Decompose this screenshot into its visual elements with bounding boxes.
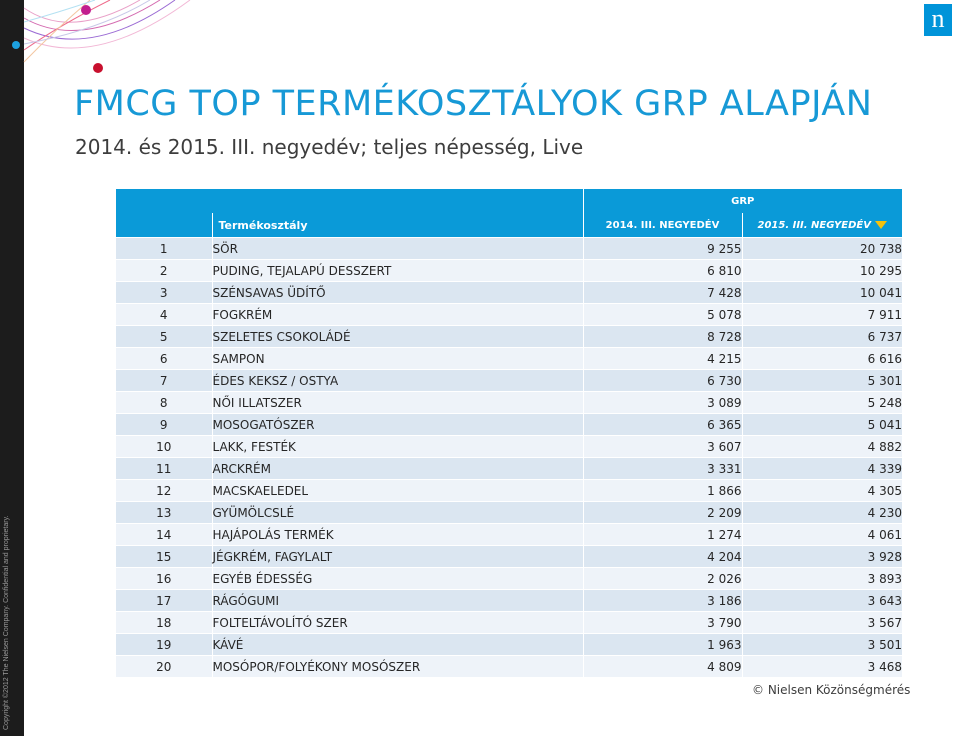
table-body (116, 238, 902, 678)
column-header-product-class[interactable]: Termékosztály (212, 213, 583, 238)
row-product-class: JÉGKRÉM, FAGYLALT (212, 546, 583, 568)
table-row (116, 590, 902, 612)
source-note: © Nielsen Közönségmérés (752, 683, 911, 697)
row-grp-2015: 5 248 (742, 392, 902, 414)
row-rank: 7 (116, 370, 212, 392)
row-grp-2014: 1 274 (583, 524, 742, 546)
column-header-2015-label: 2015. III. NEGYEDÉV (757, 219, 871, 231)
row-grp-2014: 6 730 (583, 370, 742, 392)
row-grp-2014: 3 186 (583, 590, 742, 612)
row-grp-2014: 3 607 (583, 436, 742, 458)
table-row (116, 524, 902, 546)
row-grp-2014: 4 215 (583, 348, 742, 370)
row-rank: 10 (116, 436, 212, 458)
row-grp-2014: 9 255 (583, 238, 742, 260)
row-rank: 20 (116, 656, 212, 678)
row-product-class: KÁVÉ (212, 634, 583, 656)
row-rank: 1 (116, 238, 212, 260)
row-product-class: MOSOGATÓSZER (212, 414, 583, 436)
row-grp-2015: 10 295 (742, 260, 902, 282)
table-row (116, 546, 902, 568)
row-grp-2015: 10 041 (742, 282, 902, 304)
row-rank: 5 (116, 326, 212, 348)
table-row (116, 568, 902, 590)
row-grp-2015: 3 643 (742, 590, 902, 612)
row-product-class: FOGKRÉM (212, 304, 583, 326)
row-rank: 3 (116, 282, 212, 304)
row-grp-2015: 6 616 (742, 348, 902, 370)
copyright-note: Copyright ©2012 The Nielsen Company. Confidential and proprietary. (3, 515, 10, 730)
row-product-class: SÖR (212, 238, 583, 260)
row-product-class: GYÜMÖLCSLÉ (212, 502, 583, 524)
table-row (116, 260, 902, 282)
row-product-class: FOLTELTÁVOLÍTÓ SZER (212, 612, 583, 634)
row-product-class: RÁGÓGUMI (212, 590, 583, 612)
row-product-class: SZÉNSAVAS ÜDÍTŐ (212, 282, 583, 304)
row-grp-2014: 3 331 (583, 458, 742, 480)
row-grp-2015: 3 567 (742, 612, 902, 634)
table-row (116, 458, 902, 480)
row-grp-2015: 4 230 (742, 502, 902, 524)
row-grp-2014: 3 089 (583, 392, 742, 414)
row-grp-2014: 4 809 (583, 656, 742, 678)
table-row (116, 634, 902, 656)
row-rank: 15 (116, 546, 212, 568)
decor-dot-red (93, 63, 103, 73)
table-row (116, 304, 902, 326)
decor-dot-blue (12, 41, 20, 49)
row-rank: 18 (116, 612, 212, 634)
row-rank: 4 (116, 304, 212, 326)
row-product-class: ARCKRÉM (212, 458, 583, 480)
row-grp-2014: 1 866 (583, 480, 742, 502)
row-rank: 19 (116, 634, 212, 656)
column-header-2015[interactable] (742, 213, 902, 238)
row-rank: 13 (116, 502, 212, 524)
row-rank: 8 (116, 392, 212, 414)
row-grp-2014: 1 963 (583, 634, 742, 656)
row-product-class: EGYÉB ÉDESSÉG (212, 568, 583, 590)
row-rank: 12 (116, 480, 212, 502)
page-title: FMCG TOP TERMÉKOSZTÁLYOK GRP ALAPJÁN (74, 84, 873, 124)
row-grp-2014: 6 365 (583, 414, 742, 436)
grp-group-header: GRP (583, 189, 902, 213)
row-grp-2015: 7 911 (742, 304, 902, 326)
row-grp-2015: 4 305 (742, 480, 902, 502)
row-grp-2015: 3 928 (742, 546, 902, 568)
row-product-class: MACSKAELEDEL (212, 480, 583, 502)
table-row (116, 326, 902, 348)
row-rank: 2 (116, 260, 212, 282)
row-product-class: HAJÁPOLÁS TERMÉK (212, 524, 583, 546)
table-column-header-row (116, 213, 902, 238)
row-product-class: SZELETES CSOKOLÁDÉ (212, 326, 583, 348)
row-product-class: PUDING, TEJALAPÚ DESSZERT (212, 260, 583, 282)
row-grp-2014: 7 428 (583, 282, 742, 304)
table-row (116, 480, 902, 502)
decorative-arcs (0, 0, 200, 90)
row-rank: 11 (116, 458, 212, 480)
row-grp-2015: 4 882 (742, 436, 902, 458)
left-sidebar-bar (0, 0, 24, 736)
row-product-class: LAKK, FESTÉK (212, 436, 583, 458)
table-row (116, 370, 902, 392)
row-grp-2015: 3 893 (742, 568, 902, 590)
header-rank-cell (116, 213, 212, 238)
row-grp-2015: 4 061 (742, 524, 902, 546)
sort-descending-icon[interactable] (875, 221, 887, 229)
table-row (116, 612, 902, 634)
row-grp-2015: 5 301 (742, 370, 902, 392)
row-grp-2015: 5 041 (742, 414, 902, 436)
row-rank: 9 (116, 414, 212, 436)
row-product-class: MOSÓPOR/FOLYÉKONY MOSÓSZER (212, 656, 583, 678)
table-row (116, 238, 902, 260)
row-grp-2014: 2 026 (583, 568, 742, 590)
table-row (116, 656, 902, 678)
row-rank: 17 (116, 590, 212, 612)
row-grp-2015: 3 468 (742, 656, 902, 678)
nielsen-logo: n (924, 4, 952, 36)
row-product-class: NŐI ILLATSZER (212, 392, 583, 414)
table-row (116, 436, 902, 458)
page-subtitle: 2014. és 2015. III. negyedév; teljes népesség, Live (75, 135, 584, 159)
header-empty-cell (116, 189, 583, 213)
row-rank: 6 (116, 348, 212, 370)
column-header-2014[interactable]: 2014. III. NEGYEDÉV (583, 213, 742, 238)
table-row (116, 414, 902, 436)
row-grp-2014: 8 728 (583, 326, 742, 348)
row-grp-2014: 4 204 (583, 546, 742, 568)
table-row (116, 282, 902, 304)
row-product-class: ÉDES KEKSZ / OSTYA (212, 370, 583, 392)
row-grp-2014: 5 078 (583, 304, 742, 326)
grp-ranking-table (116, 189, 902, 677)
table-row (116, 392, 902, 414)
row-grp-2015: 6 737 (742, 326, 902, 348)
row-grp-2015: 4 339 (742, 458, 902, 480)
row-grp-2014: 6 810 (583, 260, 742, 282)
table-row (116, 502, 902, 524)
decor-dot-magenta (81, 5, 91, 15)
row-product-class: SAMPON (212, 348, 583, 370)
row-grp-2015: 3 501 (742, 634, 902, 656)
row-rank: 14 (116, 524, 212, 546)
table-group-header-row (116, 189, 902, 213)
row-grp-2014: 2 209 (583, 502, 742, 524)
row-rank: 16 (116, 568, 212, 590)
table-row (116, 348, 902, 370)
row-grp-2015: 20 738 (742, 238, 902, 260)
row-grp-2014: 3 790 (583, 612, 742, 634)
